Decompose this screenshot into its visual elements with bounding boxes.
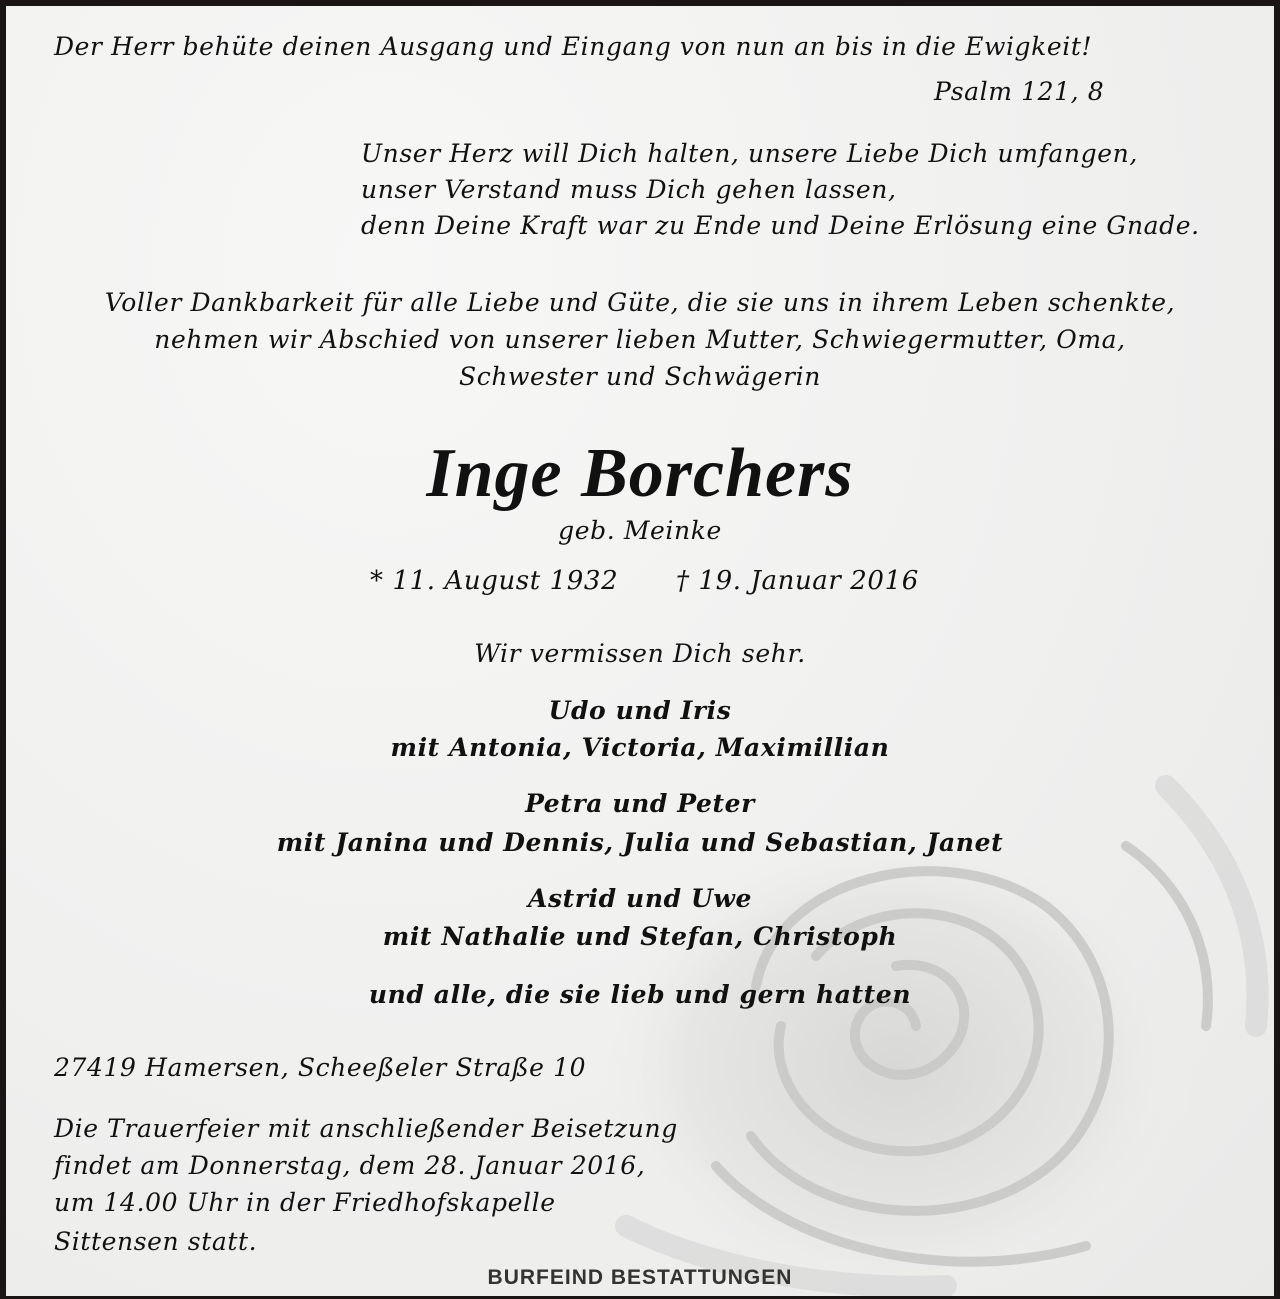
family-2-parents: Petra und Peter: [525, 789, 755, 818]
family-2-children: mit Janina und Dennis, Julia und Sebastian, Janet: [276, 828, 1004, 857]
poem-line-3: denn Deine Kraft war zu Ende und Deine Erlösung eine Gnade.: [361, 211, 1200, 240]
death-date: † 19. Januar 2016: [676, 566, 919, 596]
family-1-children: mit Antonia, Victoria, Maximillian: [390, 733, 890, 762]
service-line-4: Sittensen statt.: [54, 1227, 258, 1256]
bible-verse-reference: Psalm 121, 8: [934, 77, 1105, 106]
bible-verse: Der Herr behüte deinen Ausgang und Eingang von nun an bis in die Ewigkeit!: [54, 32, 1093, 61]
family-3-children: mit Nathalie und Stefan, Christoph: [382, 922, 898, 951]
miss-line: Wir vermissen Dich sehr.: [474, 639, 806, 668]
service-line-1: Die Trauerfeier mit anschließender Beisetzung: [54, 1114, 678, 1143]
service-line-3: um 14.00 Uhr in der Friedhofskapelle: [54, 1188, 556, 1217]
family-3-parents: Astrid und Uwe: [527, 884, 753, 913]
deceased-name: Inge Borchers: [426, 435, 854, 512]
poem-line-1: Unser Herz will Dich halten, unsere Liebe Dich umfangen,: [361, 139, 1138, 168]
closing-line: und alle, die sie lieb und gern hatten: [368, 980, 912, 1009]
birth-date: * 11. August 1932: [370, 566, 619, 596]
obituary-card: [6, 6, 1274, 1296]
service-line-2: findet am Donnerstag, dem 28. Januar 2016,: [54, 1151, 646, 1180]
intro-line-2: nehmen wir Abschied von unserer lieben Mutter, Schwiegermutter, Oma,: [154, 325, 1126, 354]
family-1-parents: Udo und Iris: [548, 696, 732, 725]
poem-line-2: unser Verstand muss Dich gehen lassen,: [361, 175, 897, 204]
intro-line-3: Schwester und Schwägerin: [459, 362, 821, 391]
maiden-name: geb. Meinke: [558, 516, 722, 545]
address: 27419 Hamersen, Scheeßeler Straße 10: [54, 1053, 587, 1082]
funeral-home-logo: BURFEIND BESTATTUNGEN: [487, 1266, 793, 1289]
intro-line-1: Voller Dankbarkeit für alle Liebe und Güte, die sie uns in ihrem Leben schenkte,: [104, 288, 1176, 317]
